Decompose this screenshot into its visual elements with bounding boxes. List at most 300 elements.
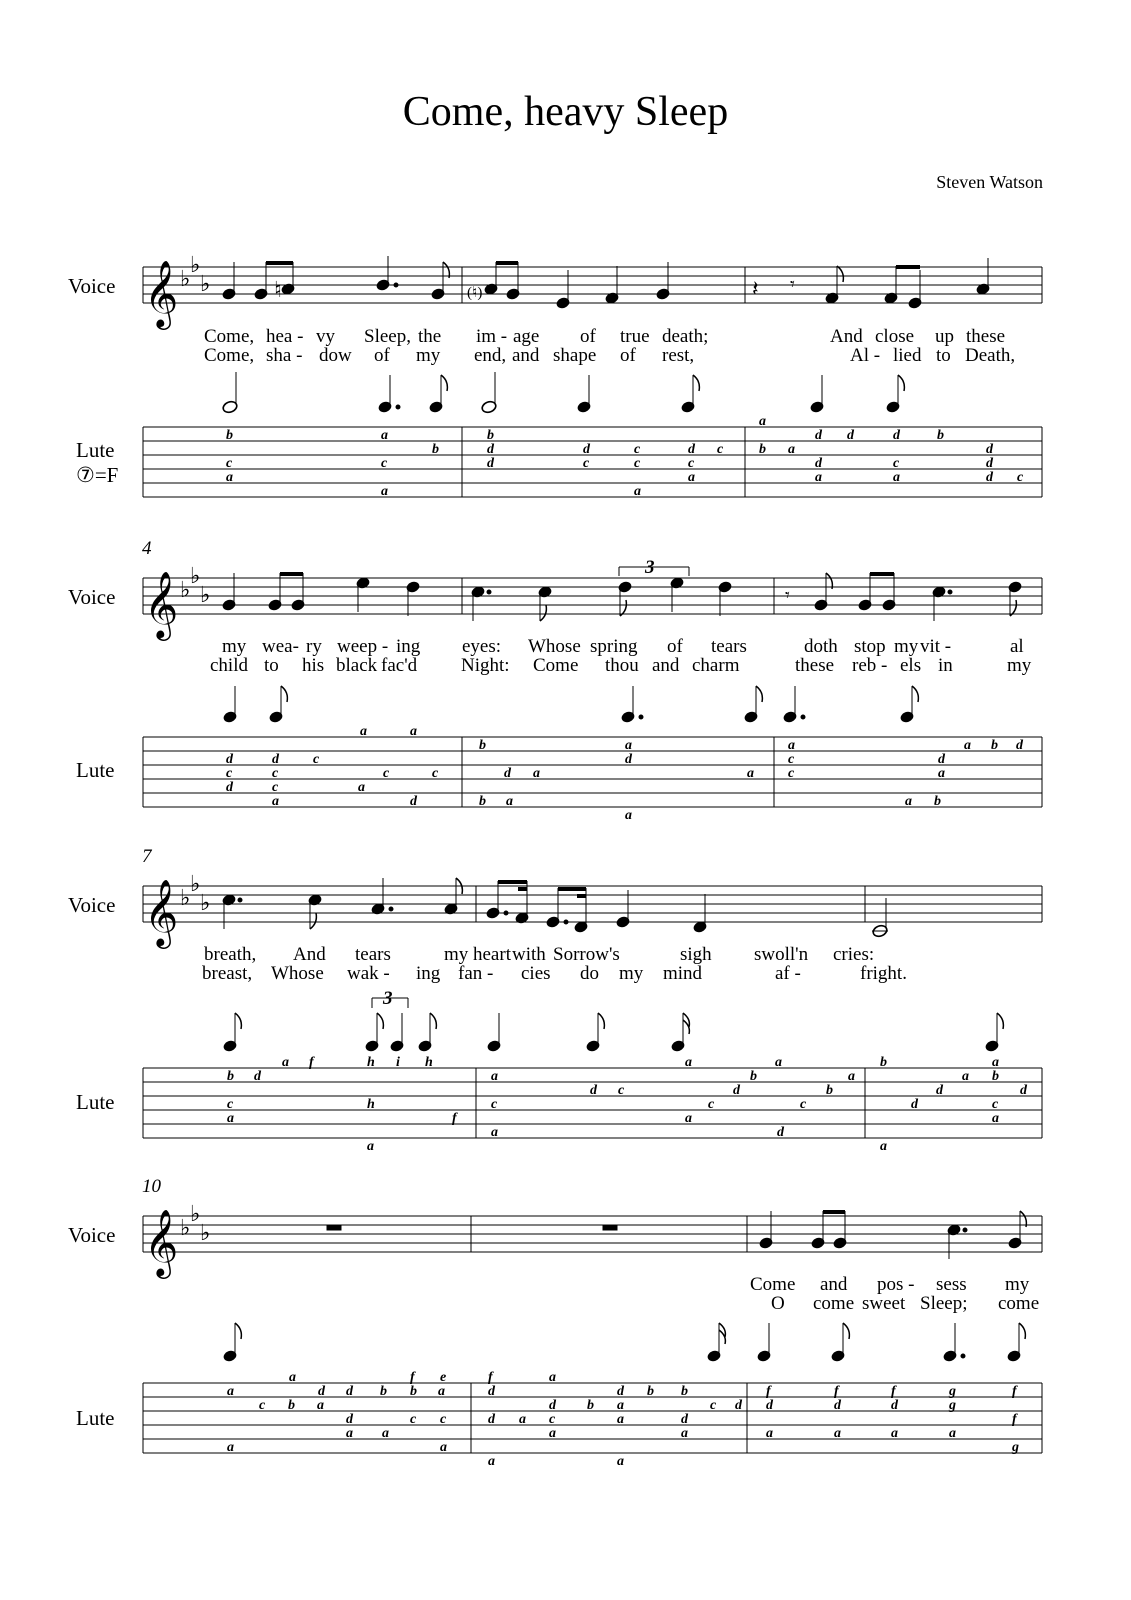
lyric-syllable: vy	[316, 326, 335, 347]
system-4	[68, 1176, 1042, 1469]
svg-text:a: a	[766, 1426, 773, 1441]
flat-icon: ♭	[190, 253, 201, 278]
svg-text:c: c	[710, 1398, 717, 1413]
lyric-syllable: reb -	[852, 655, 888, 676]
svg-text:c: c	[313, 752, 320, 767]
svg-text:a: a	[891, 1426, 898, 1441]
lyrics-verse-2	[202, 963, 907, 984]
svg-text:c: c	[788, 752, 795, 767]
svg-text:b: b	[226, 428, 233, 443]
svg-text:d: d	[815, 456, 822, 471]
svg-text:a: a	[346, 1426, 353, 1441]
voice-label: Voice	[68, 893, 116, 917]
svg-text:a: a	[381, 428, 388, 443]
svg-text:a: a	[360, 724, 367, 739]
svg-text:c: c	[272, 766, 279, 781]
svg-text:b: b	[479, 738, 486, 753]
lyric-syllable: to	[936, 345, 951, 366]
lyric-syllable: Death,	[965, 345, 1016, 366]
lyric-syllable: true	[620, 326, 650, 347]
svg-text:d: d	[735, 1398, 742, 1413]
svg-text:(♮): (♮)	[467, 285, 483, 301]
flat-icon: ♭	[200, 1221, 211, 1246]
svg-text:a: a	[775, 1055, 782, 1070]
svg-text:a: a	[533, 766, 540, 781]
lute-label: Lute	[76, 1406, 115, 1430]
lute-tab-letters	[227, 1370, 1019, 1469]
lyrics-verse-2	[204, 345, 1015, 366]
svg-text:c: c	[1017, 470, 1024, 485]
lute-tab-staff	[143, 1068, 1042, 1138]
svg-text:c: c	[227, 1097, 234, 1112]
svg-text:b: b	[479, 794, 486, 809]
lyric-syllable: child	[210, 655, 248, 676]
lute-tab-staff	[143, 1383, 1042, 1453]
lyric-syllable: heart	[473, 944, 511, 965]
svg-text:a: a	[617, 1412, 624, 1427]
svg-text:d: d	[617, 1384, 624, 1399]
lyric-syllable: O	[771, 1293, 785, 1314]
svg-text:c: c	[708, 1097, 715, 1112]
lyric-syllable: these	[966, 326, 1006, 347]
lute-rhythm-flags	[223, 988, 1004, 1052]
svg-text:b: b	[750, 1069, 757, 1084]
svg-text:a: a	[759, 414, 766, 429]
svg-text:a: a	[549, 1426, 556, 1441]
lyric-syllable: shape	[553, 345, 597, 366]
svg-text:a: a	[227, 1111, 234, 1126]
lyric-syllable: fan -	[458, 963, 494, 984]
svg-text:a: a	[834, 1426, 841, 1441]
svg-text:a: a	[226, 470, 233, 485]
svg-text:a: a	[317, 1398, 324, 1413]
svg-text:d: d	[688, 442, 695, 457]
svg-text:d: d	[487, 442, 494, 457]
svg-text:d: d	[891, 1398, 898, 1413]
svg-text:d: d	[893, 428, 900, 443]
composer-name: Steven Watson	[936, 172, 1043, 192]
svg-text:b: b	[934, 794, 941, 809]
system-2	[68, 538, 1042, 823]
flat-icon: ♭	[200, 272, 211, 297]
lyrics-verse-1	[204, 944, 874, 965]
svg-text:g: g	[949, 1398, 956, 1413]
svg-text:b: b	[647, 1384, 654, 1399]
svg-text:a: a	[992, 1055, 999, 1070]
lyric-syllable: wea-	[262, 636, 299, 657]
svg-text:b: b	[937, 428, 944, 443]
lyric-syllable: ing	[396, 636, 421, 657]
lyric-syllable: ing	[416, 963, 441, 984]
svg-text:c: c	[383, 766, 390, 781]
svg-text:d: d	[625, 752, 632, 767]
svg-text:a: a	[788, 738, 795, 753]
svg-text:b: b	[759, 442, 766, 457]
svg-text:f: f	[309, 1055, 314, 1070]
lyric-syllable: fac'd	[381, 655, 418, 676]
svg-text:f: f	[766, 1384, 771, 1399]
tuning-label: ⑦=F	[76, 463, 119, 487]
lyric-syllable: Come	[533, 655, 579, 676]
svg-text:a: a	[893, 470, 900, 485]
svg-text:a: a	[382, 1426, 389, 1441]
lyric-syllable: death;	[662, 326, 709, 347]
lyric-syllable: Night:	[461, 655, 510, 676]
lyrics-verse-1	[750, 1274, 1030, 1295]
lyric-syllable: and	[820, 1274, 848, 1295]
svg-text:b: b	[991, 738, 998, 753]
lyric-syllable: and	[652, 655, 680, 676]
measure-number: 10	[142, 1176, 161, 1197]
lute-tab-letters	[227, 1055, 1028, 1154]
svg-text:a: a	[747, 766, 754, 781]
svg-text:b: b	[227, 1069, 234, 1084]
lyrics-verse-2	[771, 1293, 1039, 1314]
lyric-syllable: vit -	[920, 636, 952, 657]
svg-text:a: a	[949, 1426, 956, 1441]
lyric-syllable: dow	[319, 345, 352, 366]
flat-icon: ♭	[180, 578, 191, 603]
svg-text:a: a	[491, 1069, 498, 1084]
svg-text:d: d	[911, 1097, 918, 1112]
lyric-syllable: Sleep,	[364, 326, 411, 347]
svg-text:𝄾: 𝄾	[785, 585, 790, 606]
svg-text:a: a	[282, 1055, 289, 1070]
svg-text:a: a	[962, 1069, 969, 1084]
lyric-syllable: come	[813, 1293, 855, 1314]
lyric-syllable: af -	[775, 963, 801, 984]
lyric-syllable: my	[444, 944, 469, 965]
svg-text:c: c	[226, 766, 233, 781]
lyric-syllable: Sleep;	[920, 1293, 968, 1314]
svg-text:b: b	[487, 428, 494, 443]
treble-clef-icon: 𝄞	[144, 878, 179, 946]
svg-text:c: c	[717, 442, 724, 457]
svg-text:f: f	[1012, 1412, 1017, 1427]
svg-text:a: a	[634, 484, 641, 499]
svg-text:g: g	[1012, 1440, 1019, 1455]
svg-text:d: d	[318, 1384, 325, 1399]
lyric-syllable: thou	[605, 655, 639, 676]
lyric-syllable: my	[894, 636, 919, 657]
svg-text:c: c	[788, 766, 795, 781]
lyric-syllable: of	[374, 345, 390, 366]
svg-text:c: c	[432, 766, 439, 781]
lyric-syllable: Come	[750, 1274, 796, 1295]
lute-tab-letters	[226, 724, 1024, 823]
svg-text:c: c	[272, 780, 279, 795]
svg-text:c: c	[259, 1398, 266, 1413]
lyric-syllable: my	[222, 636, 247, 657]
svg-text:c: c	[618, 1083, 625, 1098]
svg-text:d: d	[254, 1069, 261, 1084]
svg-text:a: a	[617, 1398, 624, 1413]
svg-text:d: d	[272, 752, 279, 767]
svg-text:a: a	[685, 1055, 692, 1070]
svg-text:d: d	[346, 1412, 353, 1427]
svg-text:c: c	[410, 1412, 417, 1427]
lute-label: Lute	[76, 1090, 115, 1114]
svg-text:g: g	[949, 1384, 956, 1399]
lyric-syllable: breath,	[204, 944, 257, 965]
lyric-syllable: Sorrow's	[553, 944, 620, 965]
svg-text:a: a	[549, 1370, 556, 1385]
lyric-syllable: sigh	[680, 944, 712, 965]
lyric-syllable: with	[512, 944, 546, 965]
svg-text:𝄾: 𝄾	[790, 274, 795, 295]
svg-text:3: 3	[383, 988, 393, 1009]
lyric-syllable: breast,	[202, 963, 253, 984]
lyric-syllable: hea -	[266, 326, 304, 347]
svg-text:d: d	[226, 752, 233, 767]
voice-notes	[222, 256, 990, 309]
lyric-syllable: end,	[474, 345, 507, 366]
svg-text:a: a	[488, 1454, 495, 1469]
voice-label: Voice	[68, 274, 116, 298]
lyric-syllable: tears	[711, 636, 747, 657]
svg-text:a: a	[625, 738, 632, 753]
treble-clef-icon: 𝄞	[144, 259, 179, 327]
svg-text:d: d	[777, 1125, 784, 1140]
lyric-syllable: cries:	[833, 944, 875, 965]
lyric-syllable: swoll'n	[754, 944, 809, 965]
whole-rest-icon	[327, 1225, 341, 1230]
svg-text:d: d	[410, 794, 417, 809]
lute-rhythm-flags	[222, 372, 905, 414]
svg-text:c: c	[440, 1412, 447, 1427]
flat-icon: ♭	[190, 872, 201, 897]
lyric-syllable: sha -	[266, 345, 303, 366]
svg-text:d: d	[1020, 1083, 1027, 1098]
svg-text:a: a	[227, 1384, 234, 1399]
svg-text:c: c	[893, 456, 900, 471]
lyric-syllable: Al -	[850, 345, 881, 366]
svg-text:a: a	[358, 780, 365, 795]
measure-number: 7	[142, 846, 152, 867]
flat-icon: ♭	[180, 267, 191, 292]
lyric-syllable: And	[293, 944, 326, 965]
svg-text:a: a	[440, 1440, 447, 1455]
svg-text:d: d	[936, 1083, 943, 1098]
lyric-syllable: Whose	[271, 963, 324, 984]
svg-text:f: f	[834, 1384, 839, 1399]
svg-text:c: c	[226, 456, 233, 471]
lyric-syllable: my	[1007, 655, 1032, 676]
svg-text:f: f	[1012, 1384, 1017, 1399]
svg-text:d: d	[346, 1384, 353, 1399]
flat-icon: ♭	[180, 1216, 191, 1241]
svg-text:b: b	[880, 1055, 887, 1070]
flat-icon: ♭	[190, 564, 201, 589]
lyric-syllable: sess	[936, 1274, 967, 1295]
svg-text:a: a	[410, 724, 417, 739]
lyric-syllable: weep -	[337, 636, 389, 657]
lyric-syllable: Come,	[204, 326, 255, 347]
voice-notes	[222, 557, 1022, 621]
svg-text:𝄽: 𝄽	[752, 277, 759, 302]
lyric-syllable: my	[416, 345, 441, 366]
lyric-syllable: of	[667, 636, 683, 657]
svg-text:f: f	[891, 1384, 896, 1399]
svg-text:3: 3	[645, 557, 655, 578]
lyrics-verse-2	[210, 655, 1032, 676]
flat-icon: ♭	[200, 583, 211, 608]
flat-icon: ♭	[200, 891, 211, 916]
treble-clef-icon: 𝄞	[144, 570, 179, 638]
lyric-syllable: do	[580, 963, 599, 984]
lyric-syllable: pos -	[877, 1274, 915, 1295]
lyric-syllable: charm	[692, 655, 740, 676]
lute-label: Lute	[76, 438, 115, 462]
svg-text:a: a	[519, 1412, 526, 1427]
whole-rest-icon	[603, 1225, 617, 1230]
svg-text:a: a	[938, 766, 945, 781]
svg-text:a: a	[617, 1454, 624, 1469]
svg-text:c: c	[549, 1412, 556, 1427]
lyric-syllable: mind	[663, 963, 703, 984]
svg-text:a: a	[681, 1426, 688, 1441]
lyric-syllable: spring	[590, 636, 638, 657]
lyric-syllable: my	[1005, 1274, 1030, 1295]
svg-text:a: a	[438, 1384, 445, 1399]
lyric-syllable: stop	[854, 636, 886, 657]
svg-text:a: a	[848, 1069, 855, 1084]
svg-text:c: c	[634, 442, 641, 457]
svg-text:f: f	[410, 1370, 415, 1385]
lyric-syllable: my	[619, 963, 644, 984]
lyric-syllable: doth	[804, 636, 838, 657]
lyric-syllable: ry	[306, 636, 322, 657]
svg-text:a: a	[992, 1111, 999, 1126]
svg-text:b: b	[826, 1083, 833, 1098]
lyric-syllable: fright.	[860, 963, 907, 984]
svg-text:e: e	[440, 1370, 447, 1385]
svg-text:d: d	[815, 428, 822, 443]
lyric-syllable: up	[935, 326, 954, 347]
voice-notes	[222, 878, 888, 938]
lute-label: Lute	[76, 758, 115, 782]
lyric-syllable: wak -	[347, 963, 390, 984]
lyric-syllable: els	[900, 655, 922, 676]
svg-text:b: b	[410, 1384, 417, 1399]
svg-text:d: d	[986, 442, 993, 457]
svg-text:a: a	[367, 1139, 374, 1154]
svg-text:c: c	[688, 456, 695, 471]
svg-text:c: c	[634, 456, 641, 471]
lyric-syllable: eyes:	[462, 636, 502, 657]
svg-text:d: d	[834, 1398, 841, 1413]
svg-text:b: b	[681, 1384, 688, 1399]
svg-text:c: c	[583, 456, 590, 471]
svg-text:d: d	[583, 442, 590, 457]
lyric-syllable: of	[620, 345, 636, 366]
svg-text:a: a	[289, 1370, 296, 1385]
svg-text:d: d	[766, 1398, 773, 1413]
svg-text:c: c	[800, 1097, 807, 1112]
system-1	[68, 253, 1042, 499]
svg-text:d: d	[226, 780, 233, 795]
lyrics-verse-1	[204, 326, 1005, 347]
svg-text:a: a	[688, 470, 695, 485]
svg-text:d: d	[1016, 738, 1023, 753]
page-title: Come, heavy Sleep	[402, 89, 729, 135]
svg-text:a: a	[491, 1125, 498, 1140]
svg-text:d: d	[488, 1384, 495, 1399]
svg-text:b: b	[992, 1069, 999, 1084]
svg-text:d: d	[733, 1083, 740, 1098]
svg-text:♮: ♮	[274, 278, 282, 303]
svg-text:h: h	[425, 1055, 433, 1070]
lyric-syllable: to	[264, 655, 279, 676]
lyric-syllable: in	[938, 655, 953, 676]
svg-text:b: b	[380, 1384, 387, 1399]
lyric-syllable: close	[875, 326, 915, 347]
flat-icon: ♭	[190, 1202, 201, 1227]
svg-text:c: c	[381, 456, 388, 471]
lute-tab-staff	[143, 427, 1042, 497]
lute-rhythm-flags	[223, 1323, 1026, 1362]
lyric-syllable: black	[336, 655, 378, 676]
lyric-syllable: lied	[893, 345, 922, 366]
lyric-syllable: sweet	[862, 1293, 906, 1314]
svg-text:d: d	[847, 428, 854, 443]
svg-text:d: d	[681, 1412, 688, 1427]
svg-text:d: d	[590, 1083, 597, 1098]
svg-text:a: a	[905, 794, 912, 809]
svg-text:a: a	[227, 1440, 234, 1455]
lyric-syllable: cies	[521, 963, 551, 984]
svg-text:d: d	[938, 752, 945, 767]
voice-staff	[143, 886, 1042, 922]
treble-clef-icon: 𝄞	[144, 1208, 179, 1276]
lyric-syllable: the	[418, 326, 442, 347]
svg-text:d: d	[488, 1412, 495, 1427]
lyric-syllable: Whose	[528, 636, 581, 657]
svg-text:h: h	[367, 1055, 375, 1070]
svg-text:h: h	[367, 1097, 375, 1112]
lyric-syllable: And	[830, 326, 863, 347]
flat-icon: ♭	[180, 886, 191, 911]
svg-text:f: f	[488, 1370, 493, 1385]
svg-text:a: a	[964, 738, 971, 753]
svg-text:b: b	[432, 442, 439, 457]
lute-rhythm-flags	[223, 686, 919, 723]
lyric-syllable: rest,	[662, 345, 695, 366]
svg-text:a: a	[788, 442, 795, 457]
voice-label: Voice	[68, 1223, 116, 1247]
voice-label: Voice	[68, 585, 116, 609]
lyric-syllable: tears	[355, 944, 391, 965]
voice-staff	[143, 1216, 1042, 1252]
svg-text:d: d	[504, 766, 511, 781]
svg-text:c: c	[491, 1097, 498, 1112]
measure-number: 4	[142, 538, 152, 559]
svg-text:a: a	[625, 808, 632, 823]
svg-text:b: b	[288, 1398, 295, 1413]
svg-text:i: i	[396, 1055, 400, 1070]
svg-text:d: d	[487, 456, 494, 471]
svg-text:d: d	[986, 456, 993, 471]
svg-text:c: c	[992, 1097, 999, 1112]
svg-text:a: a	[381, 484, 388, 499]
svg-text:a: a	[815, 470, 822, 485]
svg-text:a: a	[272, 794, 279, 809]
lyric-syllable: come	[998, 1293, 1040, 1314]
lyric-syllable: of	[580, 326, 596, 347]
svg-text:d: d	[986, 470, 993, 485]
lyrics-verse-1	[222, 636, 1024, 657]
svg-text:a: a	[685, 1111, 692, 1126]
